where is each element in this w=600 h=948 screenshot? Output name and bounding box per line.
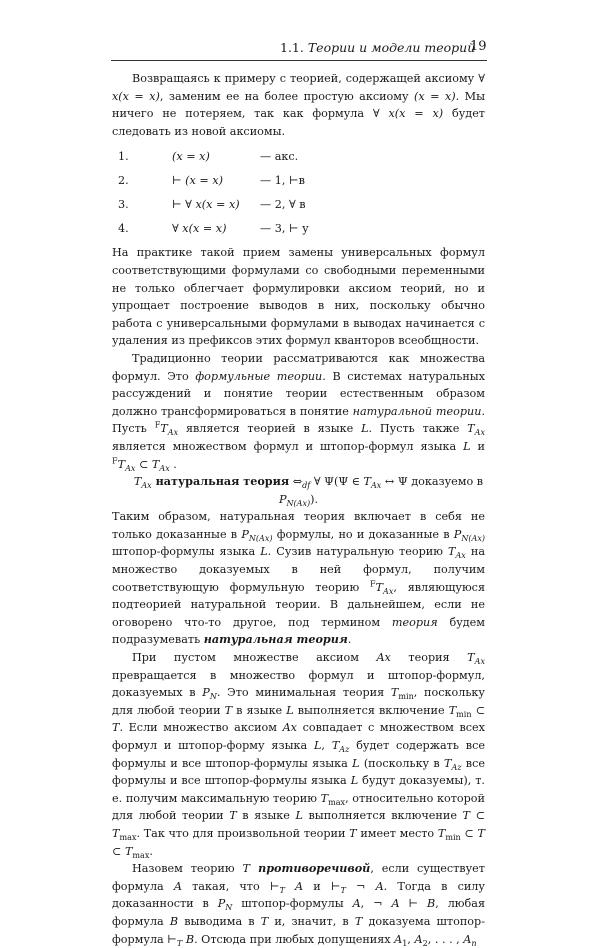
step-reason: — 2, ∀ в <box>260 198 306 212</box>
step-reason: — акс. <box>260 150 299 164</box>
page-body <box>112 70 485 948</box>
paragraph-4: Таким образом, натуральная теория включает в себя не только доказанные в $P_{N(Ax)}$ формулы, но и доказанные в $P_{N(Ax)}$ штопор-формулы языка L. Сузив натуральную теорию $T_{Ax}$ на множество доказуемых в ней формул, получим соответствующую формульную теорию $^FT_{Ax}$, являющуюся подтеорией натуральной теории. В дальнейшем, если не оговорено что-то другое, под термином теория будем подразумевать натуральная теория. <box>112 510 486 647</box>
paragraph-3: Традиционно теории рассматриваются как множества формул. Это формульные теории. В системах натуральных рассуждений и понятие теории естественным образом должно трансформироваться в понятие натуральной теории. Пусть $^FT_{Ax}$ является теорией в языке L. Пусть также $T_{Ax}$ является множеством формул и штопор-формул языка L и $^FT_{Ax}$ ⊂ $T_{Ax}$ . <box>112 351 486 473</box>
derivation-step <box>112 194 485 218</box>
page-number: 19 <box>470 39 487 54</box>
step-formula: ⊢ (x = x) <box>172 174 224 188</box>
derivation-step <box>112 146 485 170</box>
paragraph-6: Назовем теорию T противоречивой, если существует формула A такая, что $⊢_T$ A и $⊢_T$ ¬ A. Тогда в силу доказанности в $P_N$ штопор-формулы A, ¬ A ⊢ B, любая формула B выводима в T и, значит, в T доказуема штопор-формула $⊢_T$ B. Отсюда при любых допущениях $A_1$, $A_2$, . . . , $A_n$ <box>112 861 485 948</box>
header-rule <box>111 60 487 61</box>
step-reason: — 1, ⊢в <box>260 174 305 188</box>
derivation-step <box>112 170 485 194</box>
step-number: 4. <box>118 222 129 236</box>
step-number: 2. <box>118 174 129 188</box>
step-reason: — 3, ⊢ у <box>260 222 309 236</box>
section-number: 1.1. <box>280 40 304 55</box>
step-formula: ⊢ ∀ x(x = x) <box>172 198 240 212</box>
definition-natural-theory: $T_{Ax}$ натуральная теория $\Leftrightarrow_{df}$ ∀ Ψ(Ψ ∈ $T_{Ax}$ ↔ Ψ доказуемо в $P_{N(Ax)}$). <box>133 474 484 508</box>
step-number: 1. <box>118 150 129 164</box>
step-number: 3. <box>118 198 129 212</box>
paragraph-5: При пустом множестве аксиом Ax теория $T_{Ax}$ превращается в множество формул и штопор-формул, доказуемых в $P_N$. Это минимальная теория $T_{min}$, поскольку для любой теории T в языке L выполняется включение $T_{min}$ ⊂ T. Если множество аксиом Ax совпадает с множеством всех формул и штопор-форму языка L, $T_{Az}$ будет содержать все формулы и все штопор-формулы языка L (поскольку в $T_{Az}$ все формулы и все штопор-формулы языка L будут доказуемы), т. е. получим максимальную теорию $T_{max}$, относительно которой для любой теории T в языке L выполняется включение T ⊂ $T_{max}$. Так что для произвольной теории T имеет место $T_{min}$ ⊂ T ⊂ $T_{max}$. <box>112 651 485 860</box>
derivation <box>112 146 485 242</box>
paragraph-2: На практике такой прием замены универсальных формул соответствующими формулами со свободными переменными не только облегчает формулировки аксиом теорий, но и упрощает построение выводов в них, поскольку обычно работа с универсальными формулами в выводах начинается с удаления из префиксов этих формул кванторов всеобщности. <box>112 246 485 348</box>
step-formula: ∀ x(x = x) <box>172 222 227 236</box>
section-title: Теории и модели теорий <box>307 40 476 55</box>
running-header <box>280 40 475 55</box>
paragraph-1: Возвращаясь к примеру с теорией, содержащей аксиому ∀ x(x = x), заменим ее на более простую аксиому (x = x). Мы ничего не потеряем, так как формула ∀ x(x = x) будет следовать из новой аксиомы. <box>112 72 485 138</box>
step-formula: (x = x) <box>172 150 210 164</box>
derivation-step <box>112 218 485 242</box>
